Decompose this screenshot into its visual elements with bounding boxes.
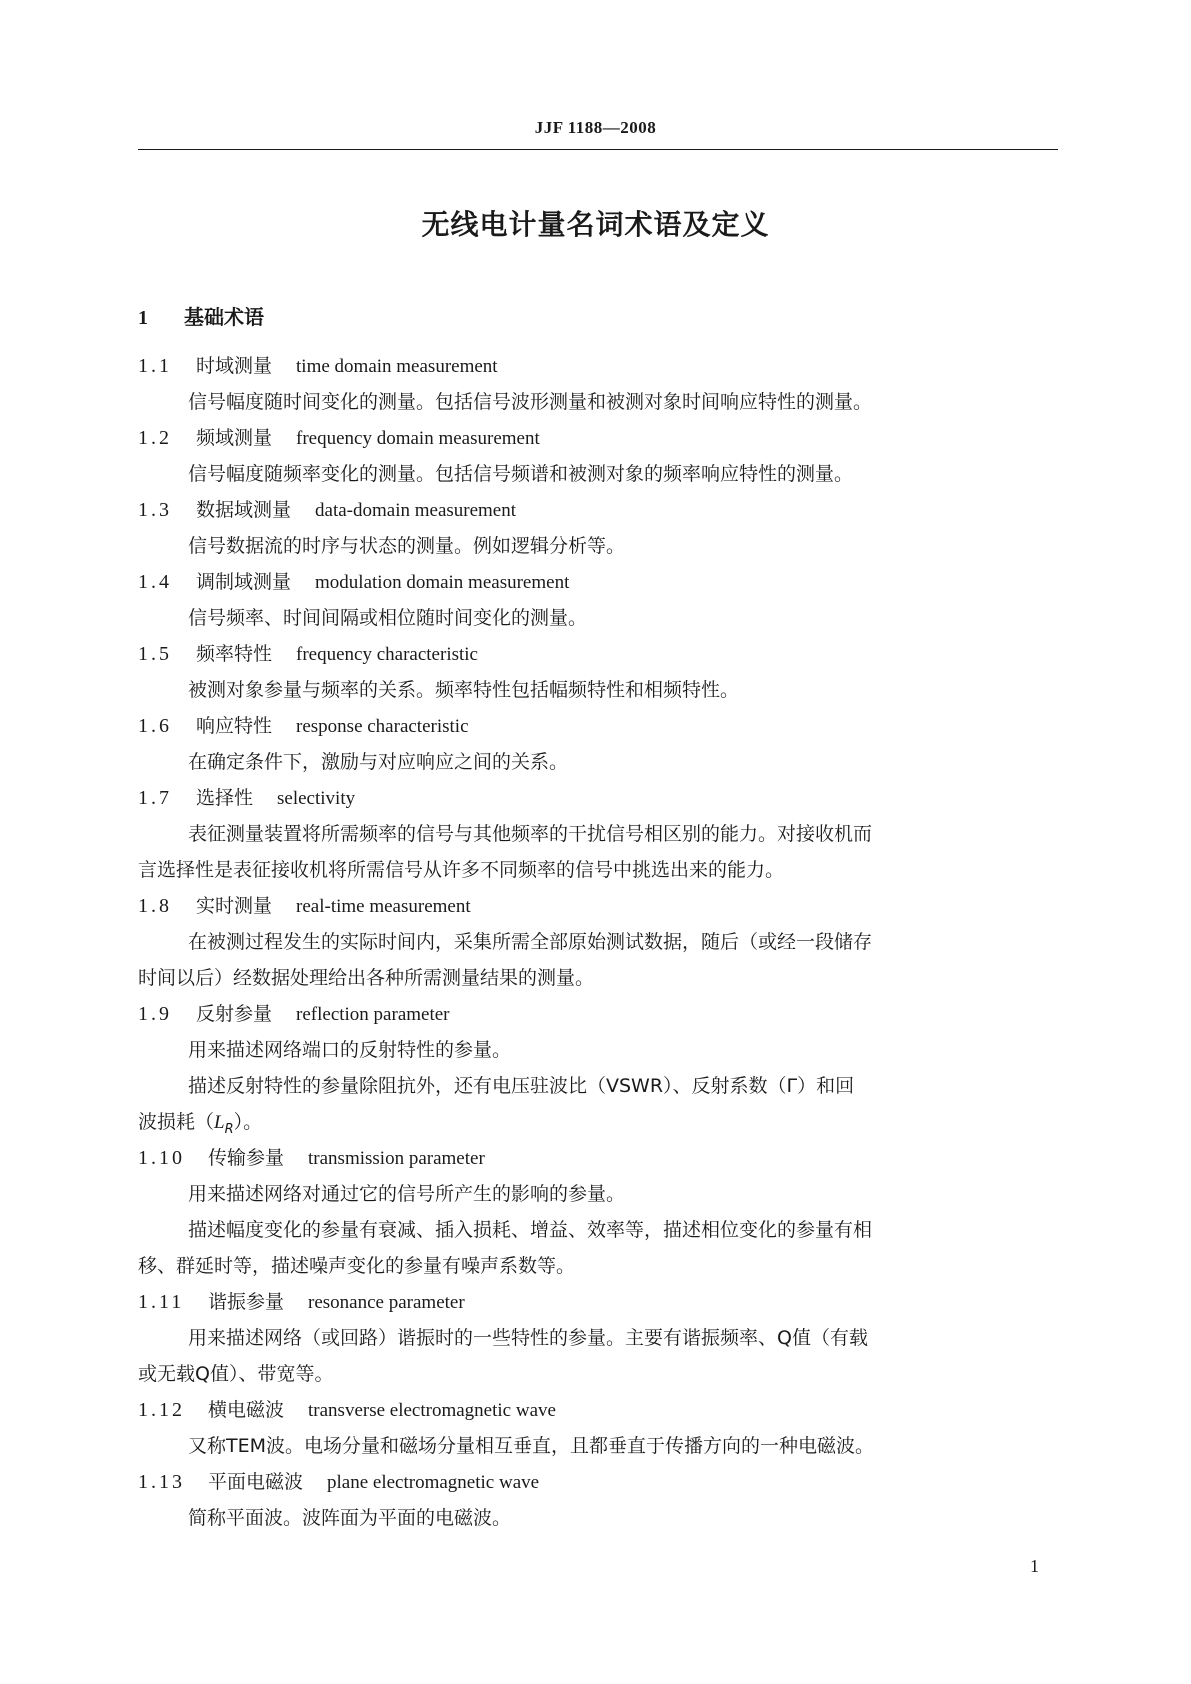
term-definition: 又称TEM波。电场分量和磁场分量相互垂直，且都垂直于传播方向的一种电磁波。 (188, 1435, 875, 1457)
term-heading (138, 348, 1058, 384)
term-heading (138, 420, 1058, 456)
document-title: 无线电计量名词术语及定义 (421, 208, 770, 241)
term-en: frequency domain measurement (296, 428, 540, 449)
term-definition: 信号幅度随频率变化的测量。包括信号频谱和被测对象的频率响应特性的测量。 (188, 463, 854, 485)
term-number: 1.2 (138, 427, 172, 449)
term-heading (138, 780, 1058, 816)
term-en: data-domain measurement (315, 500, 517, 521)
section-heading (138, 301, 264, 330)
term-definition-continued: 或无载Q值）、带宽等。 (138, 1363, 334, 1385)
term-number: 1.11 (138, 1291, 185, 1313)
term-en: transmission parameter (308, 1148, 485, 1169)
standard-code-header: JJF 1188—2008 (534, 118, 657, 137)
header-divider (138, 149, 1058, 150)
section-title: 基础术语 (184, 305, 264, 329)
term-heading (138, 708, 1058, 744)
term-zh: 频域测量 (196, 427, 273, 449)
term-zh: 横电磁波 (208, 1399, 285, 1421)
term-en: reflection parameter (296, 1004, 450, 1025)
terms-list (138, 348, 1058, 1536)
term-number: 1.5 (138, 643, 172, 665)
term-en: time domain measurement (296, 356, 498, 377)
term-number: 1.4 (138, 571, 172, 593)
term-definition: 描述反射特性的参量除阻抗外，还有电压驻波比（VSWR）、反射系数（Γ）和回 (188, 1075, 855, 1097)
term-zh: 响应特性 (196, 715, 273, 737)
term-zh: 选择性 (196, 787, 254, 809)
term-definition-continued: 时间以后）经数据处理给出各种所需测量结果的测量。 (138, 967, 595, 989)
term-definition: 信号幅度随时间变化的测量。包括信号波形测量和被测对象时间响应特性的测量。 (188, 391, 873, 413)
term-number: 1.9 (138, 1003, 172, 1025)
term-definition: 信号数据流的时序与状态的测量。例如逻辑分析等。 (188, 535, 626, 557)
term-number: 1.10 (138, 1147, 185, 1169)
term-definition: 在被测过程发生的实际时间内，采集所需全部原始测试数据，随后（或经一段储存 (188, 931, 873, 953)
term-definition: 在确定条件下，激励与对应响应之间的关系。 (188, 751, 569, 773)
term-definition: 被测对象参量与频率的关系。频率特性包括幅频特性和相频特性。 (188, 679, 740, 701)
term-zh: 频率特性 (196, 643, 273, 665)
term-definition: 用来描述网络（或回路）谐振时的一些特性的参量。主要有谐振频率、Q值（有载 (188, 1327, 868, 1349)
term-zh: 时域测量 (196, 355, 273, 377)
term-zh: 传输参量 (208, 1147, 285, 1169)
term-number: 1.13 (138, 1471, 185, 1493)
term-number: 1.12 (138, 1399, 185, 1421)
term-definition-continued: 言选择性是表征接收机将所需信号从许多不同频率的信号中挑选出来的能力。 (138, 859, 785, 881)
term-en: real-time measurement (296, 896, 471, 917)
term-heading (138, 492, 1058, 528)
term-number: 1.3 (138, 499, 172, 521)
term-zh: 数据域测量 (196, 499, 292, 521)
term-en: frequency characteristic (296, 644, 478, 665)
text-fragment: 波损耗（ (138, 1111, 215, 1133)
term-definition: 用来描述网络对通过它的信号所产生的影响的参量。 (188, 1183, 626, 1205)
term-definition: 简称平面波。波阵面为平面的电磁波。 (188, 1507, 512, 1529)
term-heading (138, 1140, 1058, 1176)
term-zh: 平面电磁波 (208, 1471, 304, 1493)
term-definition-continued: 移、群延时等，描述噪声变化的参量有噪声系数等。 (138, 1255, 576, 1277)
section-number: 1 (138, 307, 148, 329)
term-heading (138, 636, 1058, 672)
term-heading (138, 888, 1058, 924)
page-number: 1 (1030, 1556, 1039, 1576)
return-loss-symbol: L (214, 1112, 225, 1133)
term-zh: 实时测量 (196, 895, 273, 917)
term-en: response characteristic (296, 716, 469, 737)
text-fragment: ）。 (233, 1111, 263, 1133)
term-definition-continued (138, 1104, 1058, 1140)
term-en: plane electromagnetic wave (327, 1472, 540, 1493)
term-zh: 反射参量 (196, 1003, 273, 1025)
term-definition: 表征测量装置将所需频率的信号与其他频率的干扰信号相区别的能力。对接收机而 (188, 823, 873, 845)
term-definition: 用来描述网络端口的反射特性的参量。 (188, 1039, 512, 1061)
term-number: 1.8 (138, 895, 172, 917)
term-heading (138, 1392, 1058, 1428)
term-heading (138, 564, 1058, 600)
term-heading (138, 1464, 1058, 1500)
term-number: 1.7 (138, 787, 172, 809)
term-zh: 调制域测量 (196, 571, 292, 593)
term-en: selectivity (277, 788, 356, 809)
term-en: resonance parameter (308, 1292, 465, 1313)
term-en: transverse electromagnetic wave (308, 1400, 556, 1421)
term-definition: 描述幅度变化的参量有衰减、插入损耗、增益、效率等，描述相位变化的参量有相 (188, 1219, 873, 1241)
term-definition: 信号频率、时间间隔或相位随时间变化的测量。 (188, 607, 588, 629)
return-loss-subscript: R (224, 1121, 234, 1137)
term-number: 1.6 (138, 715, 172, 737)
term-heading (138, 1284, 1058, 1320)
term-heading (138, 996, 1058, 1032)
term-zh: 谐振参量 (208, 1291, 285, 1313)
term-number: 1.1 (138, 355, 172, 377)
term-en: modulation domain measurement (315, 572, 570, 593)
